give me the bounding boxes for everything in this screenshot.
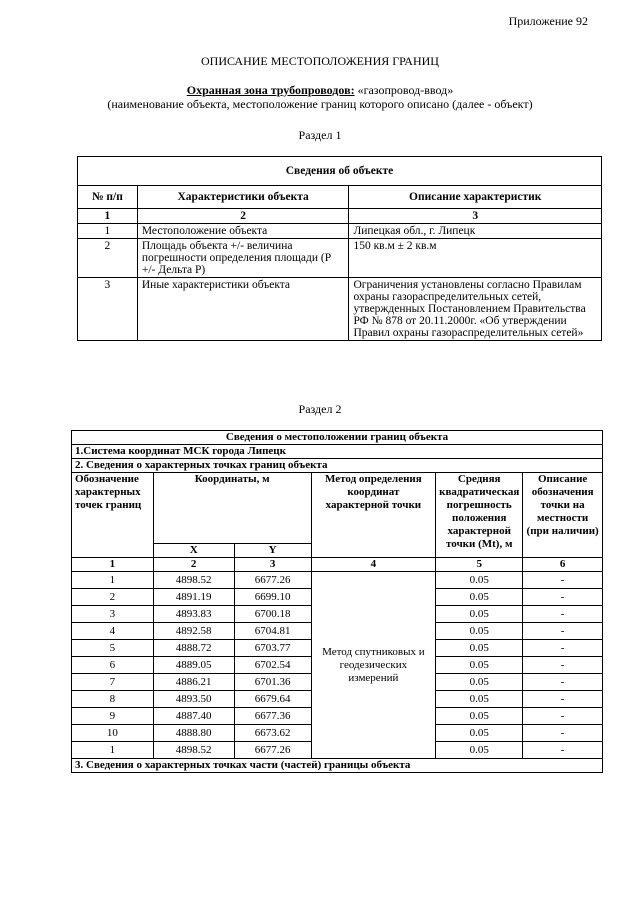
num-cell: 1	[72, 558, 154, 572]
point-desc: -	[523, 657, 603, 674]
table-row	[78, 278, 602, 341]
point-x: 4898.52	[153, 742, 234, 759]
object-info-table	[77, 156, 602, 341]
col-point-description: Описание обозначения точки на местности (при наличии)	[523, 473, 603, 558]
point-y: 6673.62	[234, 725, 311, 742]
point-num: 6	[72, 657, 154, 674]
section2-title: Раздел 2	[298, 402, 342, 416]
point-num: 4	[72, 623, 154, 640]
num-cell: 4	[311, 558, 436, 572]
num-cell: 3	[349, 209, 602, 224]
boundary-table-title: Сведения о местоположении границ объекта	[72, 431, 603, 445]
row-num: 1	[78, 224, 138, 239]
point-mt: 0.05	[436, 572, 523, 589]
col-designation: Обозначение характерных точек границ	[72, 473, 154, 558]
row-name: Местоположение объекта	[137, 224, 349, 239]
point-y: 6700.18	[234, 606, 311, 623]
col-description: Описание характеристик	[349, 186, 602, 209]
point-y: 6677.26	[234, 742, 311, 759]
object-info-table-title: Сведения об объекте	[78, 157, 602, 186]
point-mt: 0.05	[436, 691, 523, 708]
point-x: 4893.83	[153, 606, 234, 623]
point-mt: 0.05	[436, 589, 523, 606]
point-desc: -	[523, 708, 603, 725]
point-num: 3	[72, 606, 154, 623]
table-row	[78, 224, 602, 239]
point-x: 4888.72	[153, 640, 234, 657]
point-x: 4898.52	[153, 572, 234, 589]
col-error: Средняя квадратическая погрешность положения характерной точки (Mt), м	[436, 473, 523, 558]
section1-title: Раздел 1	[298, 128, 342, 142]
point-desc: -	[523, 589, 603, 606]
col-x: X	[153, 544, 234, 558]
num-cell: 5	[436, 558, 523, 572]
row-desc: Ограничения установлены согласно Правилам охраны газораспределительных сетей, утвержденных Постановлением Правительства РФ № 878 от 20.11.2000г. «Об утверждении Правил охраны газораспределительных сетей»	[349, 278, 602, 341]
num-cell: 6	[523, 558, 603, 572]
col-num: № п/п	[78, 186, 138, 209]
point-desc: -	[523, 691, 603, 708]
point-desc: -	[523, 674, 603, 691]
num-cell: 3	[234, 558, 311, 572]
point-x: 4892.58	[153, 623, 234, 640]
zone-label: Охранная зона трубопроводов:	[186, 83, 355, 97]
point-x: 4886.21	[153, 674, 234, 691]
point-desc: -	[523, 725, 603, 742]
zone-subtitle: (наименование объекта, местоположение границ которого описано (далее - объект)	[107, 97, 533, 111]
num-cell: 2	[137, 209, 349, 224]
row-name: Иные характеристики объекта	[137, 278, 349, 341]
col-y: Y	[234, 544, 311, 558]
point-y: 6702.54	[234, 657, 311, 674]
col-characteristic: Характеристики объекта	[137, 186, 349, 209]
point-y: 6677.26	[234, 572, 311, 589]
point-num: 2	[72, 589, 154, 606]
point-x: 4893.50	[153, 691, 234, 708]
appendix-label: Приложение 92	[508, 14, 588, 28]
point-mt: 0.05	[436, 742, 523, 759]
point-y: 6699.10	[234, 589, 311, 606]
boundary-points-table	[71, 430, 603, 773]
point-num: 1	[72, 572, 154, 589]
point-num: 7	[72, 674, 154, 691]
point-x: 4889.05	[153, 657, 234, 674]
point-num: 9	[72, 708, 154, 725]
table-row	[78, 239, 602, 278]
document-title: ОПИСАНИЕ МЕСТОПОЛОЖЕНИЯ ГРАНИЦ	[201, 54, 439, 68]
point-num: 8	[72, 691, 154, 708]
row-name: Площадь объекта +/- величина погрешности определения площади (Р +/- Дельта Р)	[137, 239, 349, 278]
zone-line	[0, 83, 640, 98]
point-mt: 0.05	[436, 725, 523, 742]
point-desc: -	[523, 572, 603, 589]
point-desc: -	[523, 623, 603, 640]
row-desc: Липецкая обл., г. Липецк	[349, 224, 602, 239]
point-x: 4888.80	[153, 725, 234, 742]
points-section-title: 2. Сведения о характерных точках границ объекта	[72, 459, 603, 473]
point-mt: 0.05	[436, 657, 523, 674]
row-num: 2	[78, 239, 138, 278]
col-coords: Координаты, м	[153, 473, 311, 544]
point-y: 6701.36	[234, 674, 311, 691]
col-method: Метод определения координат характерной точки	[311, 473, 436, 558]
zone-value: «газопровод-ввод»	[354, 83, 454, 97]
point-desc: -	[523, 640, 603, 657]
table-row	[72, 572, 603, 589]
num-cell: 1	[78, 209, 138, 224]
point-mt: 0.05	[436, 674, 523, 691]
parts-section-title: 3. Сведения о характерных точках части (частей) границы объекта	[72, 759, 603, 773]
point-y: 6703.77	[234, 640, 311, 657]
point-y: 6704.81	[234, 623, 311, 640]
point-mt: 0.05	[436, 708, 523, 725]
point-num: 1	[72, 742, 154, 759]
point-x: 4891.19	[153, 589, 234, 606]
num-cell: 2	[153, 558, 234, 572]
point-mt: 0.05	[436, 606, 523, 623]
point-mt: 0.05	[436, 640, 523, 657]
point-mt: 0.05	[436, 623, 523, 640]
point-desc: -	[523, 742, 603, 759]
point-y: 6679.64	[234, 691, 311, 708]
row-num: 3	[78, 278, 138, 341]
point-y: 6677.36	[234, 708, 311, 725]
row-desc: 150 кв.м ± 2 кв.м	[349, 239, 602, 278]
point-num: 5	[72, 640, 154, 657]
point-desc: -	[523, 606, 603, 623]
method-value: Метод спутниковых и геодезических измерений	[311, 572, 436, 759]
point-x: 4887.40	[153, 708, 234, 725]
point-num: 10	[72, 725, 154, 742]
coordinate-system: 1.Система координат МСК города Липецк	[72, 445, 603, 459]
